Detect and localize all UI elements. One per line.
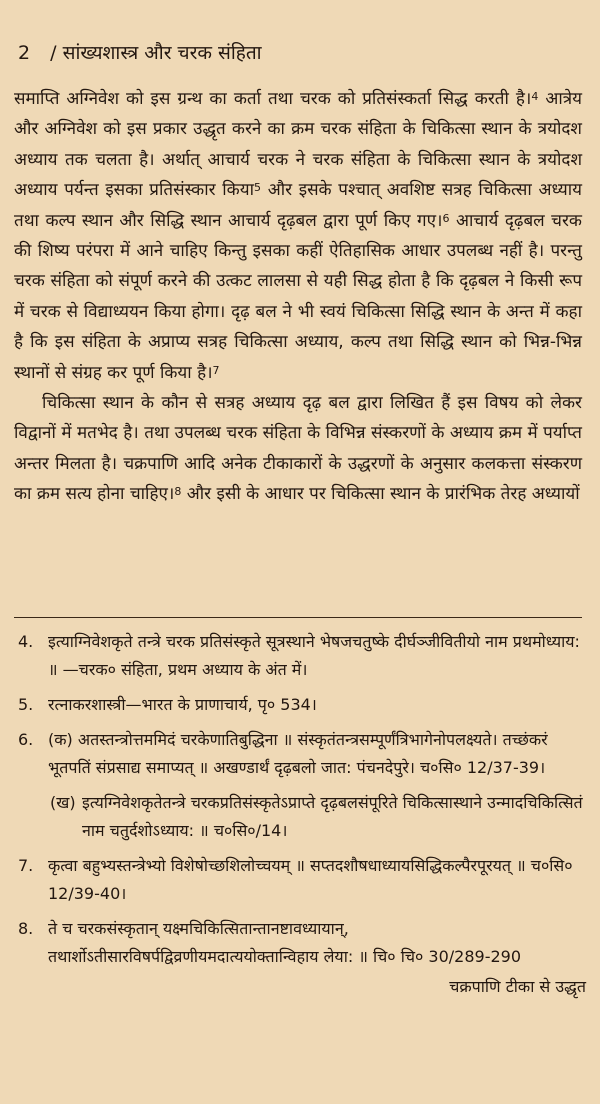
footnote-ref: 4 (531, 90, 539, 103)
footnote-number: 8. (18, 919, 34, 938)
running-header (18, 40, 582, 66)
text-segment: समाप्ति अग्निवेश को इस ग्रन्थ का कर्ता तथा चरक को प्रतिसंस्कर्ता सिद्ध करती है। (14, 89, 532, 109)
text-segment: और इसके पश्चात् अवशिष्ट सत्रह चिकित्सा अध्याय तथा कल्प स्थान और सिद्धि स्थान आचार्य दृढ़बल द्वारा पूर्ण किए गए। (14, 180, 582, 231)
footnote-text: (क) अतस्तन्त्रोत्तममिदं चरकेणातिबुद्धिना ॥ संस्कृतंतन्त्रसम्पूर्णंत्रिभागेनोपलक्ष्यते। तच्छंकरं भूतपतिं संप्रसाद्य समाप्यत् ॥ अखण्डार्थं दृढ़बलो जात: पंचनदेपुरे। च०सि० 12/37-39। (48, 730, 548, 777)
footnote-ref: 8 (174, 485, 182, 499)
footnote-ref: 7 (212, 363, 220, 377)
text-segment: और इसी के आधार पर चिकित्सा स्थान के प्रारंभिक तेरह अध्यायों (181, 484, 580, 505)
chapter-title: सांख्यशास्त्र और चरक संहिता (62, 42, 262, 64)
footnote-text: कृत्वा बहुभ्यस्तन्त्रेभ्यो विशेषोच्छशिलोच्चयम् ॥ सप्तदशौषधाध्यायसिद्धिकल्पैरपूरयत् ॥ च०सि० 12/39-40। (48, 856, 573, 903)
footnote-text: इत्यग्निवेशकृतेतन्त्रे चरकप्रतिसंस्कृतेऽप्राप्ते दृढ़बलसंपूरिते चिकित्सास्थाने उन्मादचिकित्सितं नाम चतुर्दशोऽध्याय: ॥ च०सि०/14। (82, 793, 583, 840)
page-number: 2 (18, 42, 31, 64)
footnote-number: 4. (18, 632, 34, 651)
footnote-ref: 6 (442, 211, 450, 225)
footnote-number: 7. (18, 856, 34, 875)
header-separator: / (50, 42, 57, 64)
footnote-7 (14, 852, 586, 908)
text-segment: चिकित्सा स्थान के कौन से सत्रह अध्याय दृढ़ बल द्वारा लिखित हैं इस विषय को लेकर विद्वानों में मतभेद है। तथा उपलब्ध चरक संहिता के विभिन्न संस्करणों के अध्याय क्रम में पर्याप्त अन्तर मिलता है। चक्रपाणि आदि अनेक टीकाकारों के उद्धरणों के अनुसार कलकत्ता संस्करण का क्रम सत्य होना चाहिए। (14, 393, 582, 505)
text-segment: आचार्य दृढ़बल चरक की शिष्य परंपरा में आने चाहिए किन्तु इसका कहीं ऐतिहासिक आधार उपलब्ध नहीं है। परन्तु चरक संहिता को संपूर्ण करने की उत्कट लालसा से यही सिद्ध होता है कि दृढ़बल ने किसी रूप में चरक से विद्याध्ययन किया होगा। दृढ़ बल ने भी स्वयं चिकित्सा सिद्धि स्थान के अन्त में कहा है कि इस संहिता के अप्राप्य सत्रह चिकित्सा अध्याय, कल्प तथा सिद्धि स्थान को भिन्न-भिन्न स्थानों से संग्रह कर पूर्ण किया है। (14, 210, 582, 383)
footnotes (14, 628, 586, 1008)
footnote-text: रत्नाकरशास्त्री—भारत के प्राणाचार्य, पृ० 534। (48, 695, 317, 714)
footnote-number: 5. (18, 695, 34, 714)
text-segment: आत्रेय और अग्निवेश को इस प्रकार उद्धृत करने का क्रम चरक संहिता के चिकित्सा स्थान के त्रयोदश अध्याय तक चलता है। अर्थात् आचार्य चरक ने चरक संहिता के चिकित्सा स्थान के त्रयोदश अध्याय पर्यन्त इसका प्रतिसंस्कार किया (14, 89, 582, 201)
footnote-divider (14, 617, 582, 618)
footnote-4 (14, 628, 586, 684)
footnote-6a (14, 726, 586, 782)
footnote-subnumber: (ख) (50, 793, 76, 812)
paragraph-1 (14, 84, 582, 388)
footnote-8 (14, 915, 586, 1001)
footnote-5 (14, 691, 586, 719)
paragraph-2 (14, 388, 582, 510)
main-text (14, 84, 582, 510)
footnote-text: इत्याग्निवेशकृते तन्त्रे चरक प्रतिसंस्कृते सूत्रस्थाने भेषजचतुष्के दीर्घञ्जीवितीयो नाम प्रथमोध्याय: ॥ —चरक० संहिता, प्रथम अध्याय के अंत में। (48, 632, 580, 679)
footnote-text: ते च चरकसंस्कृतान् यक्ष्मचिकित्सितान्तानष्टावध्यायान्, तथार्शोऽतीसारविषर्पद्विव्रणीयमदात्ययोक्तान्विहाय लेया: ॥ चि० चि० 30/289-290 (48, 919, 522, 966)
footnote-6b (14, 789, 586, 845)
footnote-source: चक्रपाणि टीका से उद्धृत (449, 977, 586, 996)
footnote-ref: 5 (254, 181, 261, 195)
footnote-number: 6. (18, 730, 34, 749)
